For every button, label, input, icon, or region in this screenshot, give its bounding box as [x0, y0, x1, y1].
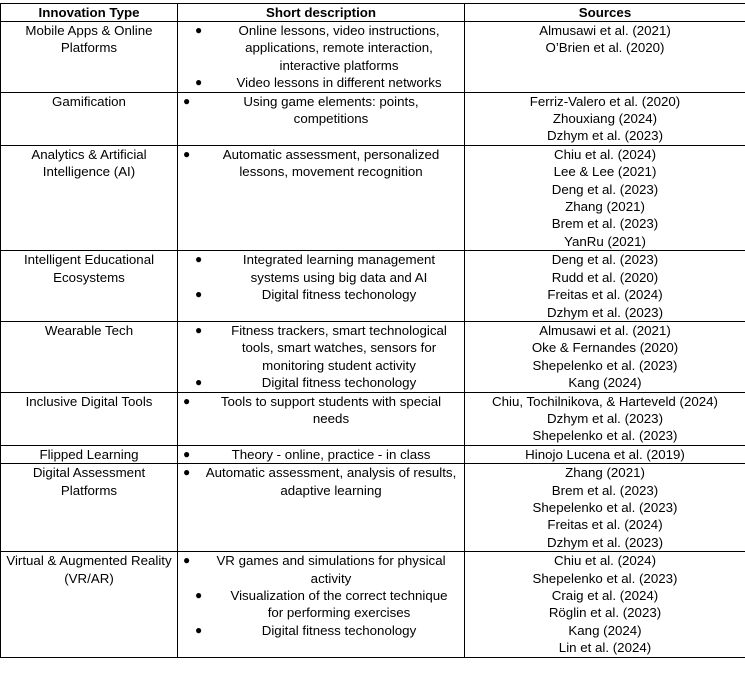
- description-text: Automatic assessment, personalized lessons, movement recognition: [222, 146, 440, 180]
- sources-cell: [465, 552, 745, 657]
- bullet-icon: ●: [195, 23, 203, 37]
- description-bullet-item: [181, 446, 461, 463]
- source-citation: Dzhym et al. (2023): [546, 304, 664, 320]
- source-citation: Kang (2024): [568, 622, 642, 638]
- table-row: [1, 321, 745, 392]
- bullet-icon: ●: [183, 465, 191, 480]
- source-citation: Rudd et al. (2020): [551, 269, 659, 285]
- source-citation: Brem et al. (2023): [551, 216, 659, 232]
- description-cell: [178, 464, 465, 552]
- description-bullet-item: [181, 286, 461, 303]
- innovation-type-cell: Analytics & Artificial Intelligence (AI): [1, 145, 178, 250]
- table-row: [1, 22, 745, 93]
- bullet-icon: ●: [195, 252, 203, 267]
- description-bullet-item: [181, 251, 461, 286]
- header-row: [1, 4, 745, 22]
- bullet-icon: ●: [195, 322, 203, 337]
- header-short-description: Short description: [178, 4, 465, 22]
- description-bullet-item: [181, 374, 461, 391]
- bullet-icon: ●: [183, 393, 191, 408]
- innovation-type-cell: Mobile Apps & Online Platforms: [1, 22, 178, 93]
- innovation-type-cell: Inclusive Digital Tools: [1, 392, 178, 445]
- description-text: Theory - online, practice - in class: [231, 446, 431, 462]
- bullet-icon: ●: [183, 446, 191, 461]
- description-bullet-item: [181, 322, 461, 374]
- description-text: Using game elements: points, competitions: [243, 93, 419, 127]
- innovation-type-cell: Wearable Tech: [1, 321, 178, 392]
- bullet-icon: ●: [195, 588, 203, 602]
- description-bullet-item: [181, 74, 461, 91]
- source-citation: Shepelenko et al. (2023): [532, 499, 678, 515]
- description-cell: [178, 251, 465, 322]
- description-bullet-item: [181, 464, 461, 499]
- source-citation: Craig et al. (2024): [551, 588, 659, 603]
- sources-cell: [465, 92, 745, 145]
- source-citation: Zhang (2021): [565, 465, 645, 481]
- description-text: Digital fitness techonology: [261, 622, 417, 638]
- sources-cell: [465, 321, 745, 392]
- description-text: Digital fitness techonology: [261, 287, 417, 303]
- table-row: [1, 392, 745, 445]
- description-cell: [178, 22, 465, 93]
- source-citation: Almusawi et al. (2021): [539, 322, 671, 338]
- source-citation: Hinojo Lucena et al. (2019): [525, 446, 685, 462]
- source-citation: Oke & Fernandes (2020): [531, 340, 679, 356]
- sources-cell: [465, 445, 745, 463]
- source-citation: O’Brien et al. (2020): [545, 40, 665, 56]
- source-citation: Brem et al. (2023): [551, 482, 659, 498]
- bullet-icon: ●: [195, 287, 203, 302]
- header-sources: Sources: [465, 4, 745, 22]
- innovation-type-cell: Gamification: [1, 92, 178, 145]
- table-row: [1, 464, 745, 552]
- description-bullet-item: [181, 622, 461, 639]
- sources-cell: [465, 145, 745, 250]
- description-bullet-item: [181, 22, 461, 74]
- innovation-type-cell: Flipped Learning: [1, 445, 178, 463]
- source-citation: Lin et al. (2024): [558, 640, 652, 656]
- source-citation: Freitas et al. (2024): [547, 517, 663, 533]
- source-citation: Chiu, Tochilnikova, & Harteveld (2024): [492, 393, 718, 409]
- source-citation: Chiu et al. (2024): [554, 553, 656, 569]
- table-row: [1, 145, 745, 250]
- source-citation: Shepelenko et al. (2023): [532, 570, 678, 586]
- table-row: [1, 251, 745, 322]
- description-bullet-item: [181, 146, 461, 181]
- description-text: Visualization of the correct technique for performing exercises: [230, 588, 448, 621]
- source-citation: Zhang (2021): [565, 199, 645, 215]
- description-cell: [178, 445, 465, 463]
- innovation-type-cell: Intelligent Educational Ecosystems: [1, 251, 178, 322]
- description-text: Video lessons in different networks: [236, 75, 442, 91]
- source-citation: Ferriz-Valero et al. (2020): [529, 93, 681, 109]
- source-citation: Dzhym et al. (2023): [546, 128, 664, 144]
- source-citation: Dzhym et al. (2023): [546, 534, 664, 550]
- source-citation: Shepelenko et al. (2023): [532, 428, 678, 444]
- innovation-type-cell: Virtual & Augmented Reality (VR/AR): [1, 552, 178, 657]
- header-innovation-type: Innovation Type: [1, 4, 178, 22]
- source-citation: Zhouxiang (2024): [552, 111, 658, 127]
- bullet-icon: ●: [195, 75, 203, 90]
- description-bullet-item: [181, 393, 461, 428]
- description-text: Tools to support students with special needs: [220, 393, 442, 426]
- description-text: Fitness trackers, smart technological tools, smart watches, sensors for monitoring student activity: [231, 322, 447, 373]
- description-cell: [178, 392, 465, 445]
- description-text: Online lessons, video instructions, applications, remote interaction, interactive platforms: [238, 23, 440, 73]
- sources-cell: [465, 22, 745, 93]
- description-text: Automatic assessment, analysis of results, adaptive learning: [205, 465, 457, 498]
- source-citation: Almusawi et al. (2021): [539, 23, 671, 38]
- description-text: VR games and simulations for physical activity: [216, 553, 446, 586]
- table-row: [1, 92, 745, 145]
- source-citation: Deng et al. (2023): [551, 181, 659, 197]
- table-row: [1, 552, 745, 657]
- bullet-icon: ●: [183, 93, 191, 108]
- source-citation: Chiu et al. (2024): [554, 146, 656, 162]
- description-cell: [178, 145, 465, 250]
- bullet-icon: ●: [195, 622, 203, 637]
- source-citation: Lee & Lee (2021): [553, 164, 657, 180]
- source-citation: Freitas et al. (2024): [547, 287, 663, 303]
- description-bullet-item: [181, 587, 461, 622]
- bullet-icon: ●: [195, 375, 203, 390]
- description-cell: [178, 552, 465, 657]
- source-citation: YanRu (2021): [564, 233, 646, 249]
- bullet-icon: ●: [183, 553, 191, 568]
- sources-cell: [465, 251, 745, 322]
- description-text: Digital fitness techonology: [261, 375, 417, 391]
- source-citation: Röglin et al. (2023): [548, 605, 662, 621]
- source-citation: Dzhym et al. (2023): [546, 410, 664, 426]
- innovation-type-cell: Digital Assessment Platforms: [1, 464, 178, 552]
- source-citation: Kang (2024): [568, 375, 642, 391]
- description-text: Integrated learning management systems using big data and AI: [242, 252, 436, 285]
- description-bullet-item: [181, 552, 461, 587]
- sources-cell: [465, 392, 745, 445]
- description-cell: [178, 321, 465, 392]
- description-cell: [178, 92, 465, 145]
- source-citation: Deng et al. (2023): [551, 252, 659, 268]
- bullet-icon: ●: [183, 146, 191, 161]
- table-row: [1, 445, 745, 463]
- innovation-table: [0, 3, 745, 658]
- sources-cell: [465, 464, 745, 552]
- description-bullet-item: [181, 93, 461, 128]
- source-citation: Shepelenko et al. (2023): [532, 357, 678, 373]
- table-body: [1, 22, 745, 658]
